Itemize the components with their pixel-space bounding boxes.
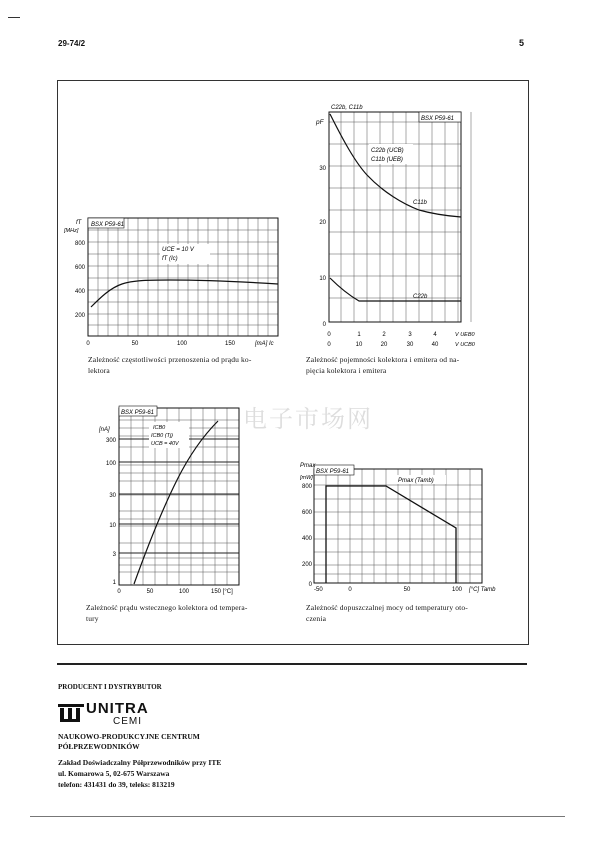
chart3-badge: BSX P59-61 [121, 410, 155, 416]
chart4-x-tick: 0 [348, 587, 352, 593]
chart3-x-tick: 50 [146, 589, 154, 595]
chart1-x-tick: 50 [131, 341, 139, 347]
footer-line3: Zakład Doświadczalny Półprzewodników przy ITE [58, 758, 222, 767]
chart2-caption: Zależność pojemności kolektora i emitera od na- pięcia kolektora i emitera [306, 355, 460, 375]
chart4-badge: BSX P59-61 [316, 469, 350, 475]
chart1-y-unit2: [MHz] [64, 228, 79, 234]
chart3-caption: Zależność prądu wstecznego kolektora od tempera- tury [86, 603, 248, 623]
chart2-x2-tick: 20 [380, 342, 388, 348]
chart1-x-tick: 150 [224, 341, 236, 347]
footer-line5: telefon: 431431 do 39, teleks: 813219 [58, 780, 175, 789]
chart2-curve-lower [330, 278, 461, 301]
document-code: 29-74/2 [58, 39, 86, 48]
chart2-x1-tick: 0 [327, 332, 331, 338]
chart2-y-tick: 0 [322, 322, 326, 328]
chart4-y-tick: 600 [301, 510, 312, 516]
chart3-y-tick: 100 [105, 461, 116, 467]
chart3-y-tick: 300 [105, 438, 116, 444]
chart2-y-tick: 30 [319, 166, 326, 172]
chart4-y-tick: 200 [301, 562, 312, 568]
chart2-label-lower: C22b [413, 294, 428, 300]
chart2-x1-tick: 1 [357, 332, 361, 338]
chart-capacitance [303, 100, 503, 350]
chart3-x-tick: 0 [117, 589, 121, 595]
chart1-y-tick: 200 [74, 313, 85, 319]
footer-rule [57, 663, 527, 665]
chart2-x2-tick: 10 [355, 342, 363, 348]
footer-line1: NAUKOWO-PRODUKCYJNE CENTRUM [58, 732, 200, 741]
chart2-label-upper: C11b [413, 200, 427, 206]
chart1-x-tick: 100 [176, 341, 188, 347]
bottom-scan-line [30, 816, 565, 817]
chart4-y-unit: [mW] [300, 475, 313, 481]
chart1-y-tick: 800 [74, 241, 85, 247]
chart2-y-tick: 10 [319, 276, 326, 282]
chart4-curve [326, 486, 456, 583]
chart4-x-unit: [°C] Tamb [469, 587, 496, 593]
chart1-y-unit1: fT [76, 220, 82, 226]
unitra-logo-icon [58, 704, 86, 724]
chart4-x-tick: -50 [314, 587, 323, 593]
chart2-y-head: C22b, C11b [331, 105, 363, 111]
chart2-legend2: C11b (UEB) [371, 157, 403, 163]
chart-reverse-current [85, 398, 255, 598]
chart-ft-vs-ic [60, 212, 285, 352]
chart1-y-tick: 400 [74, 289, 85, 295]
chart4-y-tick: 800 [301, 484, 312, 490]
footer-line2: PÓŁPRZEWODNIKÓW [58, 742, 140, 751]
page-number: 5 [519, 38, 525, 48]
chart1-cond1: UCE = 10 V [162, 247, 194, 253]
chart2-y-tick: 20 [319, 220, 326, 226]
chart1-y-tick: 600 [74, 265, 85, 271]
chart1-curve [91, 280, 278, 307]
chart3-y-tick: 3 [112, 552, 116, 558]
chart2-x1-tick: 4 [433, 332, 437, 338]
chart2-x2-tick: 40 [431, 342, 439, 348]
chart-power-derating [300, 455, 510, 595]
chart2-x1-tick: 2 [382, 332, 386, 338]
chart4-curve-label: Pmax (Tamb) [398, 478, 434, 484]
chart1-caption: Zależność częstotliwości przenoszenia od prądu ko- lektora [88, 355, 252, 375]
chart4-caption: Zależność dopuszczalnej mocy od temperatury oto- czenia [306, 603, 468, 623]
chart3-legend2: ICB0 (Tj) [151, 433, 173, 439]
chart4-x-tick: 100 [451, 587, 463, 593]
producer-label: PRODUCENT I DYSTRYBUTOR [58, 683, 162, 691]
chart3-y-tick: 10 [109, 523, 116, 529]
brand-name: UNITRA [86, 700, 149, 717]
chart3-y-unit: [nA] [99, 427, 110, 433]
chart1-cond2: fT (Ic) [162, 256, 178, 262]
chart1-x-tick: 0 [86, 341, 90, 347]
corner-mark [8, 17, 20, 18]
chart3-legend1: ICB0 [153, 425, 166, 431]
chart4-y-head: Pmax [300, 463, 316, 469]
chart2-legend1: C22b (UCB) [371, 148, 404, 154]
chart2-badge: BSX P59-61 [421, 116, 455, 122]
chart2-x2-unit: V UCB0 [455, 342, 475, 348]
chart2-x1-unit: V UEB0 [455, 332, 475, 338]
chart2-curve-upper [330, 114, 461, 217]
chart3-x-tick: 100 [178, 589, 190, 595]
chart2-x2-tick: 30 [406, 342, 414, 348]
chart2-y-unit: pF [316, 119, 324, 126]
chart1-badge: BSX P59-61 [91, 222, 125, 228]
chart2-x1-tick: 3 [408, 332, 412, 338]
chart4-y-tick: 0 [308, 582, 312, 588]
chart3-y-tick: 1 [112, 580, 116, 586]
watermark: 电子市场网 [243, 405, 373, 433]
chart2-x2-tick: 0 [327, 342, 331, 348]
chart3-legend3: UCB = 40V [151, 441, 179, 447]
chart4-y-tick: 400 [301, 536, 312, 542]
chart3-y-tick: 30 [109, 493, 116, 499]
brand-sub: CEMI [113, 716, 142, 727]
chart3-x-tick: 150 [°C] [211, 589, 233, 595]
chart1-x-unit: [mA] Ic [255, 341, 274, 347]
footer-line4: ul. Komarowa 5, 02-675 Warszawa [58, 769, 170, 778]
chart4-x-tick: 50 [403, 587, 411, 593]
